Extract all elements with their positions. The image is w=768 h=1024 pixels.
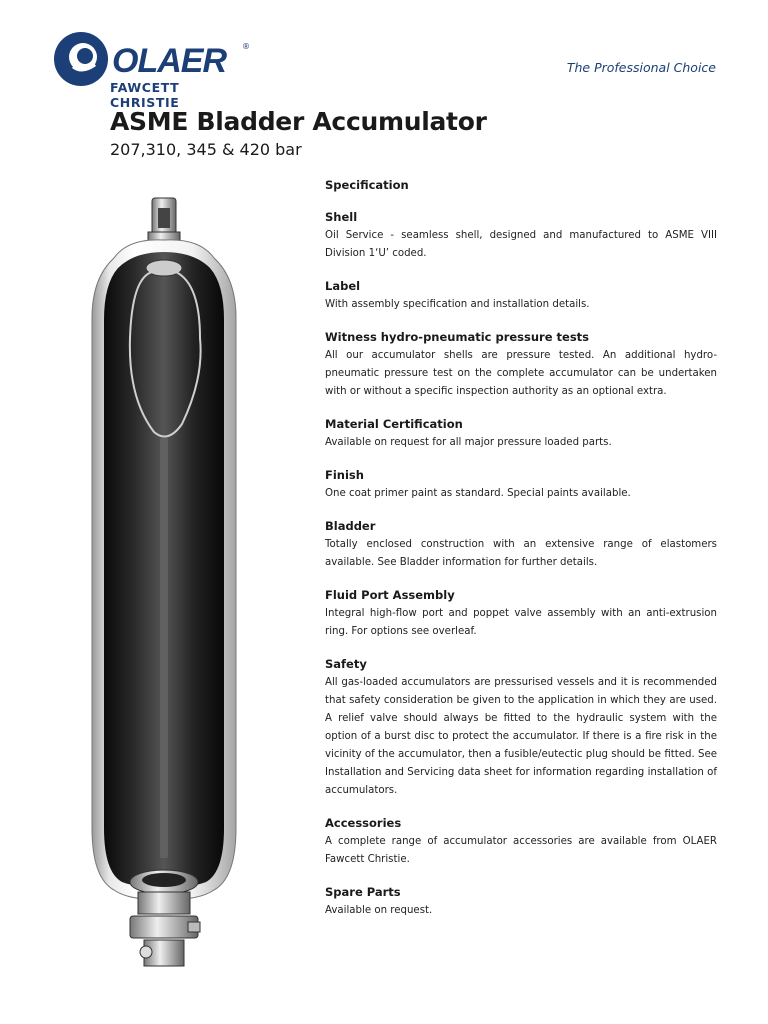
section-text: A complete range of accumulator accessories are available from OLAER Fawcett Christie. [325, 836, 717, 865]
section-spare-parts [325, 885, 717, 920]
section-title: Finish [325, 468, 364, 482]
section-text: With assembly specification and installation details. [325, 299, 590, 310]
section-text: Available on request. [325, 905, 433, 916]
section-title: Fluid Port Assembly [325, 588, 455, 602]
accumulator-illustration [78, 188, 268, 978]
section-finish [325, 468, 717, 503]
section-text: All gas-loaded accumulators are pressurised vessels and it is recommended that safety consideration be given to the application in which they are used. A relief valve should always be fitted to the hydraulic system with the option of a burst disc to protect the accumulator. If there is a fire risk in the vicinity of the accumulator, then a fusible/eutectic plug should be fitted. See Installation and Servicing data sheet for information regarding installation of accumulators. [325, 677, 717, 796]
section-title: Safety [325, 657, 367, 671]
section-text: Integral high-flow port and poppet valve assembly with an anti-extrusion ring. For options see overleaf. [325, 608, 717, 637]
section-bladder [325, 519, 717, 572]
section-title: Spare Parts [325, 885, 401, 899]
section-title: Shell [325, 210, 358, 224]
logo-subtitle: FAWCETT CHRISTIE [110, 80, 180, 110]
section-witness-tests [325, 330, 717, 401]
section-text: All our accumulator shells are pressure tested. An additional hydro-pneumatic pressure test on the complete accumulator can be undertaken with or without a specific inspection authority as an optional extra. [325, 350, 717, 397]
section-material-certification [325, 417, 717, 452]
section-accessories [325, 816, 717, 869]
section-text: Available on request for all major pressure loaded parts. [325, 437, 612, 448]
section-title: Label [325, 279, 361, 293]
page-title: ASME Bladder Accumulator [110, 107, 487, 136]
registered-mark: ® [242, 42, 250, 51]
specification-heading: Specification [325, 178, 409, 192]
section-label [325, 279, 717, 314]
logo-wordmark: OLAER [112, 42, 226, 80]
section-text: Oil Service - seamless shell, designed and manufactured to ASME VIII Division 1‘U’ coded. [325, 230, 717, 259]
olaer-emblem-icon [52, 30, 112, 88]
bladder-accumulator-image [78, 188, 268, 978]
olaer-logo [52, 30, 252, 110]
section-title: Witness hydro-pneumatic pressure tests [325, 330, 590, 344]
section-title: Bladder [325, 519, 376, 533]
section-title: Accessories [325, 816, 402, 830]
tagline: The Professional Choice [566, 60, 716, 75]
section-text: One coat primer paint as standard. Special paints available. [325, 488, 631, 499]
section-title: Material Certification [325, 417, 463, 431]
section-safety [325, 657, 717, 800]
page-subtitle: 207,310, 345 & 420 bar [110, 140, 302, 159]
section-text: Totally enclosed construction with an extensive range of elastomers available. See Bladder information for further details. [325, 539, 717, 568]
section-fluid-port [325, 588, 717, 641]
section-shell [325, 210, 717, 263]
specification-column [325, 178, 717, 920]
